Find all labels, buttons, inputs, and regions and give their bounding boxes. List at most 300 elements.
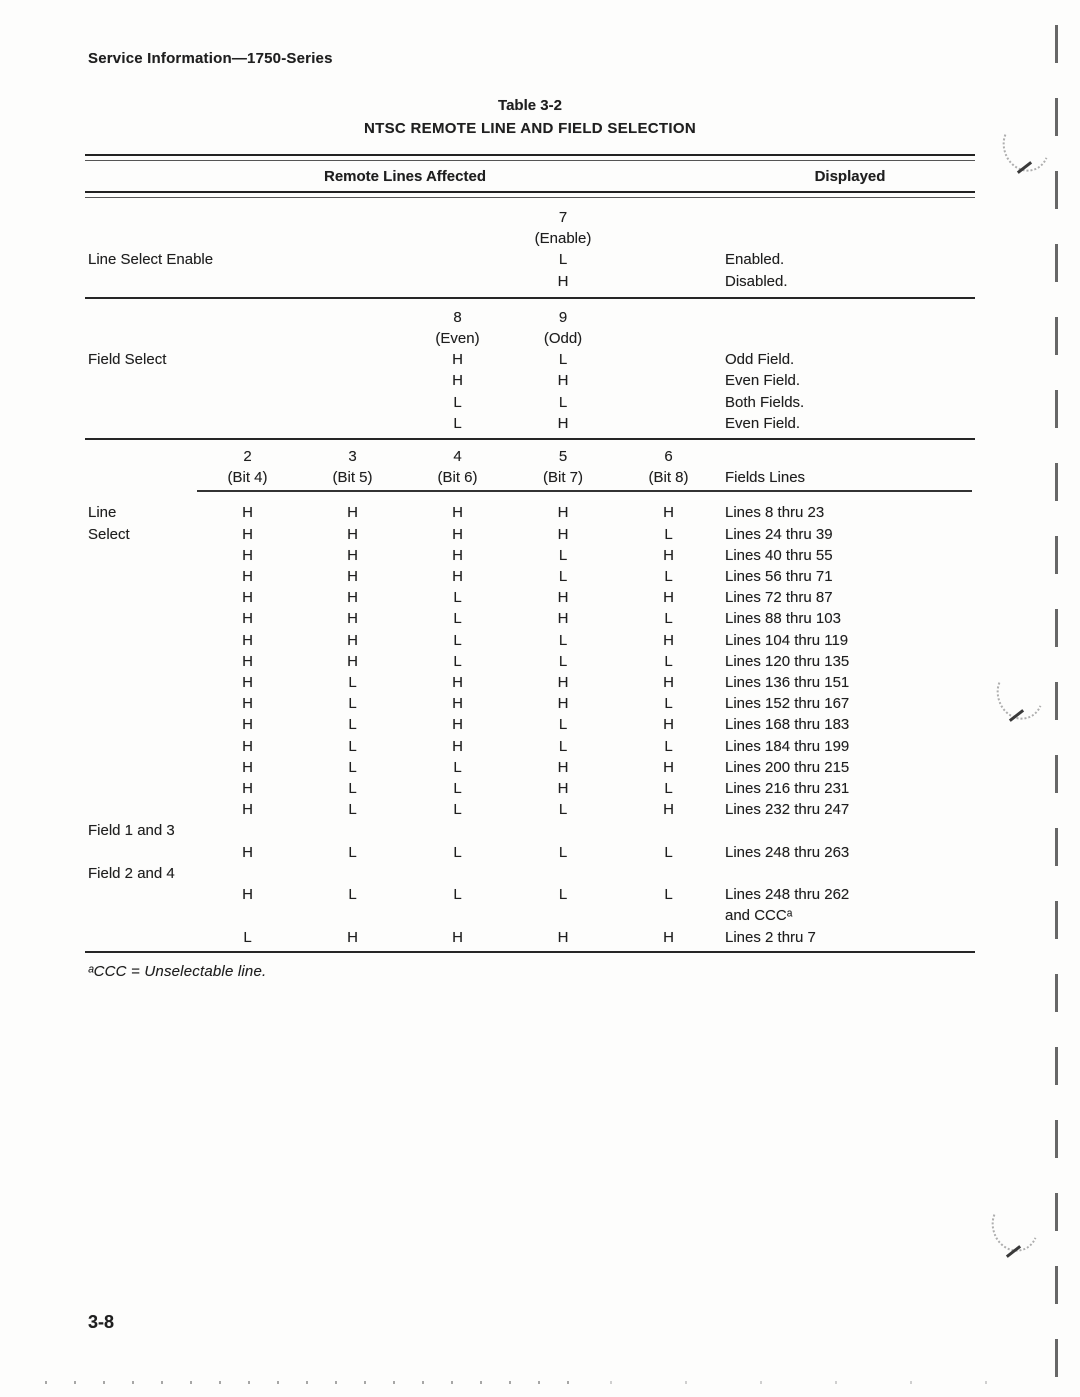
signal-level-cell: 5 bbox=[558, 448, 568, 466]
signal-level-cell bbox=[405, 249, 510, 270]
fields-line: Lines 72 thru 87 bbox=[725, 589, 833, 607]
fields-cell bbox=[721, 545, 975, 566]
signal-level-cell bbox=[616, 228, 721, 249]
signal-level-cell: 2 bbox=[243, 448, 252, 466]
table-row bbox=[85, 392, 975, 413]
table-row bbox=[85, 820, 975, 841]
signal-level-cell bbox=[300, 392, 405, 413]
signal-level-cell: H bbox=[557, 525, 569, 543]
scan-artifact-curve bbox=[995, 114, 1056, 179]
signal-level-cell: H bbox=[557, 610, 569, 628]
signal-level-cell: H bbox=[452, 695, 463, 713]
signal-level-cell: H bbox=[557, 372, 569, 390]
row-label: Select bbox=[88, 525, 130, 543]
signal-level-cell bbox=[616, 307, 721, 328]
signal-level-cell: H bbox=[557, 504, 569, 522]
fields-cell bbox=[721, 757, 975, 778]
signal-level-cell: H bbox=[663, 758, 674, 776]
row-label bbox=[85, 328, 195, 349]
scan-artifact-bottom-dots bbox=[610, 1381, 1030, 1384]
row-label bbox=[85, 307, 195, 328]
signal-level-cell: H bbox=[557, 589, 569, 607]
fields-line: Fields Lines bbox=[725, 469, 806, 487]
signal-level-cell: L bbox=[558, 393, 568, 411]
data-table bbox=[85, 154, 975, 953]
section-line-select-enable bbox=[85, 198, 975, 297]
signal-level-cell bbox=[405, 820, 510, 841]
signal-level-cell bbox=[616, 207, 721, 228]
signal-level-cell bbox=[195, 207, 300, 228]
signal-level-cell: L bbox=[558, 843, 568, 861]
table-row bbox=[85, 524, 975, 545]
signal-level-cell: L bbox=[348, 886, 357, 904]
fields-line: Lines 168 thru 183 bbox=[725, 716, 850, 734]
fields-line: Lines 184 thru 199 bbox=[725, 737, 850, 755]
signal-level-cell bbox=[405, 228, 510, 249]
signal-level-cell: L bbox=[558, 716, 568, 734]
signal-level-cell: L bbox=[664, 695, 673, 713]
fields-line: Lines 8 thru 23 bbox=[725, 504, 825, 522]
signal-level-cell bbox=[510, 820, 616, 841]
row-label: Line bbox=[88, 504, 117, 522]
signal-level-cell: H bbox=[452, 568, 463, 586]
signal-level-cell: H bbox=[663, 546, 674, 564]
fields-cell bbox=[721, 566, 975, 587]
signal-level-cell bbox=[195, 271, 300, 292]
signal-level-cell bbox=[300, 207, 405, 228]
page-number: 3-8 bbox=[88, 1312, 115, 1332]
signal-level-cell: L bbox=[453, 631, 462, 649]
table-row bbox=[85, 446, 975, 467]
fields-line: Lines 56 thru 71 bbox=[725, 568, 833, 586]
table-row bbox=[85, 249, 975, 270]
signal-level-cell: L bbox=[453, 652, 462, 670]
signal-level-cell: H bbox=[242, 780, 253, 798]
signal-level-cell bbox=[616, 370, 721, 391]
signal-level-cell: H bbox=[557, 695, 569, 713]
signal-level-cell: L bbox=[558, 546, 568, 564]
signal-level-cell: (Even) bbox=[435, 330, 480, 348]
table-rule-header bbox=[85, 191, 975, 198]
fields-cell bbox=[721, 863, 975, 884]
signal-level-cell bbox=[300, 349, 405, 370]
signal-level-cell bbox=[616, 328, 721, 349]
table-row bbox=[85, 714, 975, 735]
fields-line: Lines 216 thru 231 bbox=[725, 780, 850, 798]
signal-level-cell bbox=[195, 820, 300, 841]
table-row bbox=[85, 927, 975, 948]
signal-level-cell bbox=[405, 863, 510, 884]
signal-level-cell bbox=[195, 328, 300, 349]
fields-cell bbox=[721, 502, 975, 523]
signal-level-cell: H bbox=[557, 674, 569, 692]
signal-level-cell: H bbox=[663, 716, 674, 734]
table-row bbox=[85, 799, 975, 820]
signal-level-cell: L bbox=[664, 610, 673, 628]
signal-level-cell: H bbox=[347, 652, 358, 670]
row-label bbox=[85, 778, 195, 799]
signal-level-cell: H bbox=[242, 631, 253, 649]
row-label bbox=[85, 693, 195, 714]
fields-line: Lines 88 thru 103 bbox=[725, 610, 841, 628]
fields-cell bbox=[721, 799, 975, 820]
signal-level-cell: H bbox=[242, 801, 253, 819]
fields-line: Lines 200 thru 215 bbox=[725, 758, 850, 776]
table-title-block bbox=[85, 97, 975, 137]
signal-level-cell: L bbox=[558, 801, 568, 819]
table-row bbox=[85, 842, 975, 863]
fields-line: Lines 136 thru 151 bbox=[725, 674, 850, 692]
signal-level-cell: H bbox=[242, 546, 253, 564]
signal-level-cell: 9 bbox=[558, 308, 568, 326]
fields-line: Lines 152 thru 167 bbox=[725, 695, 850, 713]
row-label bbox=[85, 271, 195, 292]
table-row bbox=[85, 672, 975, 693]
signal-level-cell bbox=[616, 271, 721, 292]
signal-level-cell: H bbox=[347, 631, 358, 649]
signal-level-cell: 6 bbox=[664, 448, 673, 466]
fields-line: Even Field. bbox=[725, 414, 801, 432]
fields-line: Enabled. bbox=[725, 251, 785, 269]
fields-cell bbox=[721, 778, 975, 799]
table-row bbox=[85, 863, 975, 884]
fields-cell bbox=[721, 672, 975, 693]
signal-level-cell: L bbox=[348, 695, 357, 713]
table-row bbox=[85, 693, 975, 714]
fields-cell bbox=[721, 349, 975, 370]
row-label bbox=[85, 672, 195, 693]
fields-cell bbox=[721, 392, 975, 413]
fields-line: Odd Field. bbox=[725, 351, 795, 369]
signal-level-cell: L bbox=[558, 251, 568, 269]
signal-level-cell: L bbox=[453, 780, 462, 798]
signal-level-cell bbox=[405, 271, 510, 292]
signal-level-cell bbox=[616, 413, 721, 434]
signal-level-cell: L bbox=[664, 737, 673, 755]
row-label bbox=[85, 608, 195, 629]
signal-level-cell: L bbox=[664, 525, 673, 543]
signal-level-cell: H bbox=[242, 589, 253, 607]
signal-level-cell: H bbox=[242, 716, 253, 734]
fields-line: Lines 24 thru 39 bbox=[725, 525, 833, 543]
signal-level-cell: H bbox=[557, 928, 569, 946]
fields-line: Lines 248 thru 262 bbox=[725, 886, 850, 904]
signal-level-cell: L bbox=[664, 652, 673, 670]
signal-level-cell: H bbox=[242, 695, 253, 713]
table-row bbox=[85, 307, 975, 328]
signal-level-cell bbox=[616, 863, 721, 884]
table-row bbox=[85, 736, 975, 757]
signal-level-cell bbox=[300, 820, 405, 841]
table-row bbox=[85, 587, 975, 608]
signal-level-cell: L bbox=[348, 674, 357, 692]
fields-cell bbox=[721, 467, 975, 488]
signal-level-cell: L bbox=[558, 737, 568, 755]
signal-level-cell: H bbox=[452, 716, 463, 734]
signal-level-cell: H bbox=[557, 780, 569, 798]
table-row bbox=[85, 228, 975, 249]
signal-level-cell bbox=[300, 249, 405, 270]
signal-level-cell: H bbox=[452, 928, 463, 946]
signal-level-cell bbox=[195, 228, 300, 249]
scan-artifact-edge-ticks bbox=[1055, 25, 1058, 1395]
table-footnote: ᵃCCC = Unselectable line. bbox=[88, 963, 267, 980]
signal-level-cell: H bbox=[452, 372, 463, 390]
signal-level-cell: H bbox=[557, 414, 569, 432]
signal-level-cell: H bbox=[452, 504, 463, 522]
signal-level-cell bbox=[195, 413, 300, 434]
fields-cell bbox=[721, 608, 975, 629]
signal-level-cell: L bbox=[348, 716, 357, 734]
signal-level-cell: L bbox=[348, 737, 357, 755]
section-bit-header bbox=[85, 440, 975, 490]
fields-cell bbox=[721, 820, 975, 841]
signal-level-cell bbox=[616, 392, 721, 413]
column-header-displayed: Displayed bbox=[814, 168, 886, 185]
table-row bbox=[85, 778, 975, 799]
row-label bbox=[85, 884, 195, 926]
row-label bbox=[85, 842, 195, 863]
table-row bbox=[85, 651, 975, 672]
signal-level-cell: 4 bbox=[453, 448, 462, 466]
row-label bbox=[85, 545, 195, 566]
signal-level-cell: L bbox=[348, 758, 357, 776]
signal-level-cell bbox=[195, 392, 300, 413]
signal-level-cell: L bbox=[664, 780, 673, 798]
table-row bbox=[85, 328, 975, 349]
table-row bbox=[85, 502, 975, 523]
signal-level-cell: H bbox=[452, 674, 463, 692]
signal-level-cell bbox=[616, 349, 721, 370]
signal-level-cell: L bbox=[558, 631, 568, 649]
signal-level-cell: L bbox=[558, 351, 568, 369]
row-label bbox=[85, 392, 195, 413]
signal-level-cell: H bbox=[663, 928, 674, 946]
signal-level-cell: L bbox=[348, 780, 357, 798]
fields-line: Even Field. bbox=[725, 372, 801, 390]
row-label bbox=[85, 630, 195, 651]
signal-level-cell: H bbox=[242, 525, 253, 543]
row-label bbox=[85, 207, 195, 228]
signal-level-cell: L bbox=[453, 393, 462, 411]
table-row bbox=[85, 271, 975, 292]
fields-cell bbox=[721, 413, 975, 434]
section-line-select-rows bbox=[85, 492, 975, 950]
signal-level-cell: H bbox=[242, 610, 253, 628]
fields-cell bbox=[721, 249, 975, 270]
fields-cell bbox=[721, 693, 975, 714]
signal-level-cell: H bbox=[347, 568, 358, 586]
signal-level-cell: L bbox=[348, 801, 357, 819]
signal-level-cell: H bbox=[242, 652, 253, 670]
row-label bbox=[85, 714, 195, 735]
signal-level-cell: L bbox=[664, 886, 673, 904]
table-row bbox=[85, 349, 975, 370]
table-row bbox=[85, 630, 975, 651]
signal-level-cell bbox=[300, 370, 405, 391]
signal-level-cell bbox=[195, 249, 300, 270]
signal-level-cell: L bbox=[558, 652, 568, 670]
table-row bbox=[85, 566, 975, 587]
signal-level-cell bbox=[195, 307, 300, 328]
table-row bbox=[85, 467, 975, 488]
table-row bbox=[85, 608, 975, 629]
fields-cell bbox=[721, 446, 975, 467]
scan-artifact-curve bbox=[989, 662, 1050, 727]
scan-artifact-bottom-dots bbox=[45, 1381, 590, 1384]
signal-level-cell: L bbox=[558, 886, 568, 904]
signal-level-cell bbox=[616, 249, 721, 270]
fields-cell bbox=[721, 714, 975, 735]
signal-level-cell: L bbox=[453, 801, 462, 819]
signal-level-cell: L bbox=[453, 589, 462, 607]
section-field-select bbox=[85, 299, 975, 438]
signal-level-cell bbox=[195, 863, 300, 884]
signal-level-cell bbox=[300, 328, 405, 349]
signal-level-cell: L bbox=[664, 843, 673, 861]
signal-level-cell: L bbox=[453, 758, 462, 776]
signal-level-cell bbox=[300, 413, 405, 434]
signal-level-cell: (Bit 4) bbox=[227, 469, 268, 487]
signal-level-cell: H bbox=[242, 674, 253, 692]
table-row bbox=[85, 370, 975, 391]
signal-level-cell: H bbox=[663, 631, 674, 649]
table-caption: Table 3-2 bbox=[498, 97, 562, 114]
signal-level-cell bbox=[300, 271, 405, 292]
row-label: Line Select Enable bbox=[88, 251, 214, 269]
signal-level-cell bbox=[510, 863, 616, 884]
fields-line: Lines 2 thru 7 bbox=[725, 928, 816, 946]
signal-level-cell: H bbox=[452, 546, 463, 564]
table-row bbox=[85, 545, 975, 566]
fields-cell bbox=[721, 228, 975, 249]
fields-cell bbox=[721, 651, 975, 672]
signal-level-cell: (Bit 7) bbox=[542, 469, 583, 487]
signal-level-cell: H bbox=[452, 525, 463, 543]
fields-cell bbox=[721, 271, 975, 292]
table-title: NTSC REMOTE LINE AND FIELD SELECTION bbox=[364, 120, 696, 137]
signal-level-cell: L bbox=[664, 568, 673, 586]
signal-level-cell bbox=[195, 370, 300, 391]
signal-level-cell: H bbox=[452, 351, 463, 369]
signal-level-cell: H bbox=[557, 758, 569, 776]
column-header-remote-lines: Remote Lines Affected bbox=[324, 168, 486, 185]
table-row bbox=[85, 413, 975, 434]
signal-level-cell: H bbox=[663, 504, 674, 522]
signal-level-cell: (Bit 5) bbox=[332, 469, 373, 487]
signal-level-cell: (Bit 6) bbox=[437, 469, 478, 487]
table-rule-top bbox=[85, 154, 975, 161]
signal-level-cell: H bbox=[347, 589, 358, 607]
signal-level-cell: (Odd) bbox=[543, 330, 583, 348]
signal-level-cell: H bbox=[347, 928, 358, 946]
fields-cell bbox=[721, 207, 975, 228]
signal-level-cell: H bbox=[242, 843, 253, 861]
signal-level-cell: H bbox=[663, 801, 674, 819]
signal-level-cell: H bbox=[347, 546, 358, 564]
signal-level-cell: H bbox=[242, 737, 253, 755]
signal-level-cell bbox=[405, 207, 510, 228]
row-label bbox=[85, 467, 195, 488]
signal-level-cell bbox=[195, 349, 300, 370]
table-column-headers bbox=[85, 161, 975, 191]
signal-level-cell: 7 bbox=[558, 209, 568, 226]
table-row bbox=[85, 884, 975, 926]
row-label: Field Select bbox=[88, 351, 167, 369]
signal-level-cell bbox=[616, 820, 721, 841]
signal-level-cell: H bbox=[663, 589, 674, 607]
signal-level-cell: L bbox=[348, 843, 357, 861]
fields-cell bbox=[721, 884, 975, 926]
fields-cell bbox=[721, 630, 975, 651]
row-label bbox=[85, 370, 195, 391]
fields-line: Lines 120 thru 135 bbox=[725, 652, 850, 670]
row-label bbox=[85, 228, 195, 249]
fields-line: Disabled. bbox=[725, 272, 788, 290]
fields-cell bbox=[721, 370, 975, 391]
signal-level-cell: (Bit 8) bbox=[648, 469, 689, 487]
fields-cell bbox=[721, 842, 975, 863]
signal-level-cell bbox=[300, 863, 405, 884]
signal-level-cell: L bbox=[453, 843, 462, 861]
fields-cell bbox=[721, 587, 975, 608]
signal-level-cell bbox=[300, 307, 405, 328]
signal-level-cell: H bbox=[242, 758, 253, 776]
fields-cell bbox=[721, 307, 975, 328]
signal-level-cell: L bbox=[243, 928, 252, 946]
row-label bbox=[85, 446, 195, 467]
fields-line: Lines 232 thru 247 bbox=[725, 801, 850, 819]
table-row bbox=[85, 757, 975, 778]
fields-line: Lines 248 thru 263 bbox=[725, 843, 850, 861]
signal-level-cell: (Enable) bbox=[534, 230, 592, 248]
row-label bbox=[85, 651, 195, 672]
row-label bbox=[85, 799, 195, 820]
signal-level-cell: H bbox=[242, 568, 253, 586]
table-rule-bottom bbox=[85, 951, 975, 953]
signal-level-cell: H bbox=[347, 504, 358, 522]
signal-level-cell: 3 bbox=[348, 448, 357, 466]
fields-cell bbox=[721, 328, 975, 349]
signal-level-cell: H bbox=[242, 504, 253, 522]
row-label bbox=[85, 736, 195, 757]
fields-line: and CCCᵃ bbox=[725, 907, 793, 925]
row-label bbox=[85, 927, 195, 948]
signal-level-cell: L bbox=[453, 610, 462, 628]
fields-line: Lines 104 thru 119 bbox=[725, 631, 849, 649]
signal-level-cell: 8 bbox=[453, 308, 462, 326]
doc-header-title: Service Information—1750-Series bbox=[88, 50, 333, 67]
signal-level-cell: H bbox=[347, 610, 358, 628]
signal-level-cell: H bbox=[452, 737, 463, 755]
signal-level-cell: L bbox=[558, 568, 568, 586]
row-label: Field 1 and 3 bbox=[88, 822, 175, 840]
row-label bbox=[85, 566, 195, 587]
signal-level-cell: L bbox=[453, 414, 462, 432]
fields-line: Lines 40 thru 55 bbox=[725, 546, 833, 564]
signal-level-cell: H bbox=[557, 272, 569, 290]
fields-line: Both Fields. bbox=[725, 393, 805, 411]
row-label bbox=[85, 587, 195, 608]
table-row bbox=[85, 207, 975, 228]
signal-level-cell: H bbox=[347, 525, 358, 543]
row-label bbox=[85, 413, 195, 434]
fields-cell bbox=[721, 927, 975, 948]
row-label bbox=[85, 757, 195, 778]
signal-level-cell: H bbox=[242, 886, 253, 904]
signal-level-cell: L bbox=[453, 886, 462, 904]
signal-level-cell bbox=[300, 228, 405, 249]
